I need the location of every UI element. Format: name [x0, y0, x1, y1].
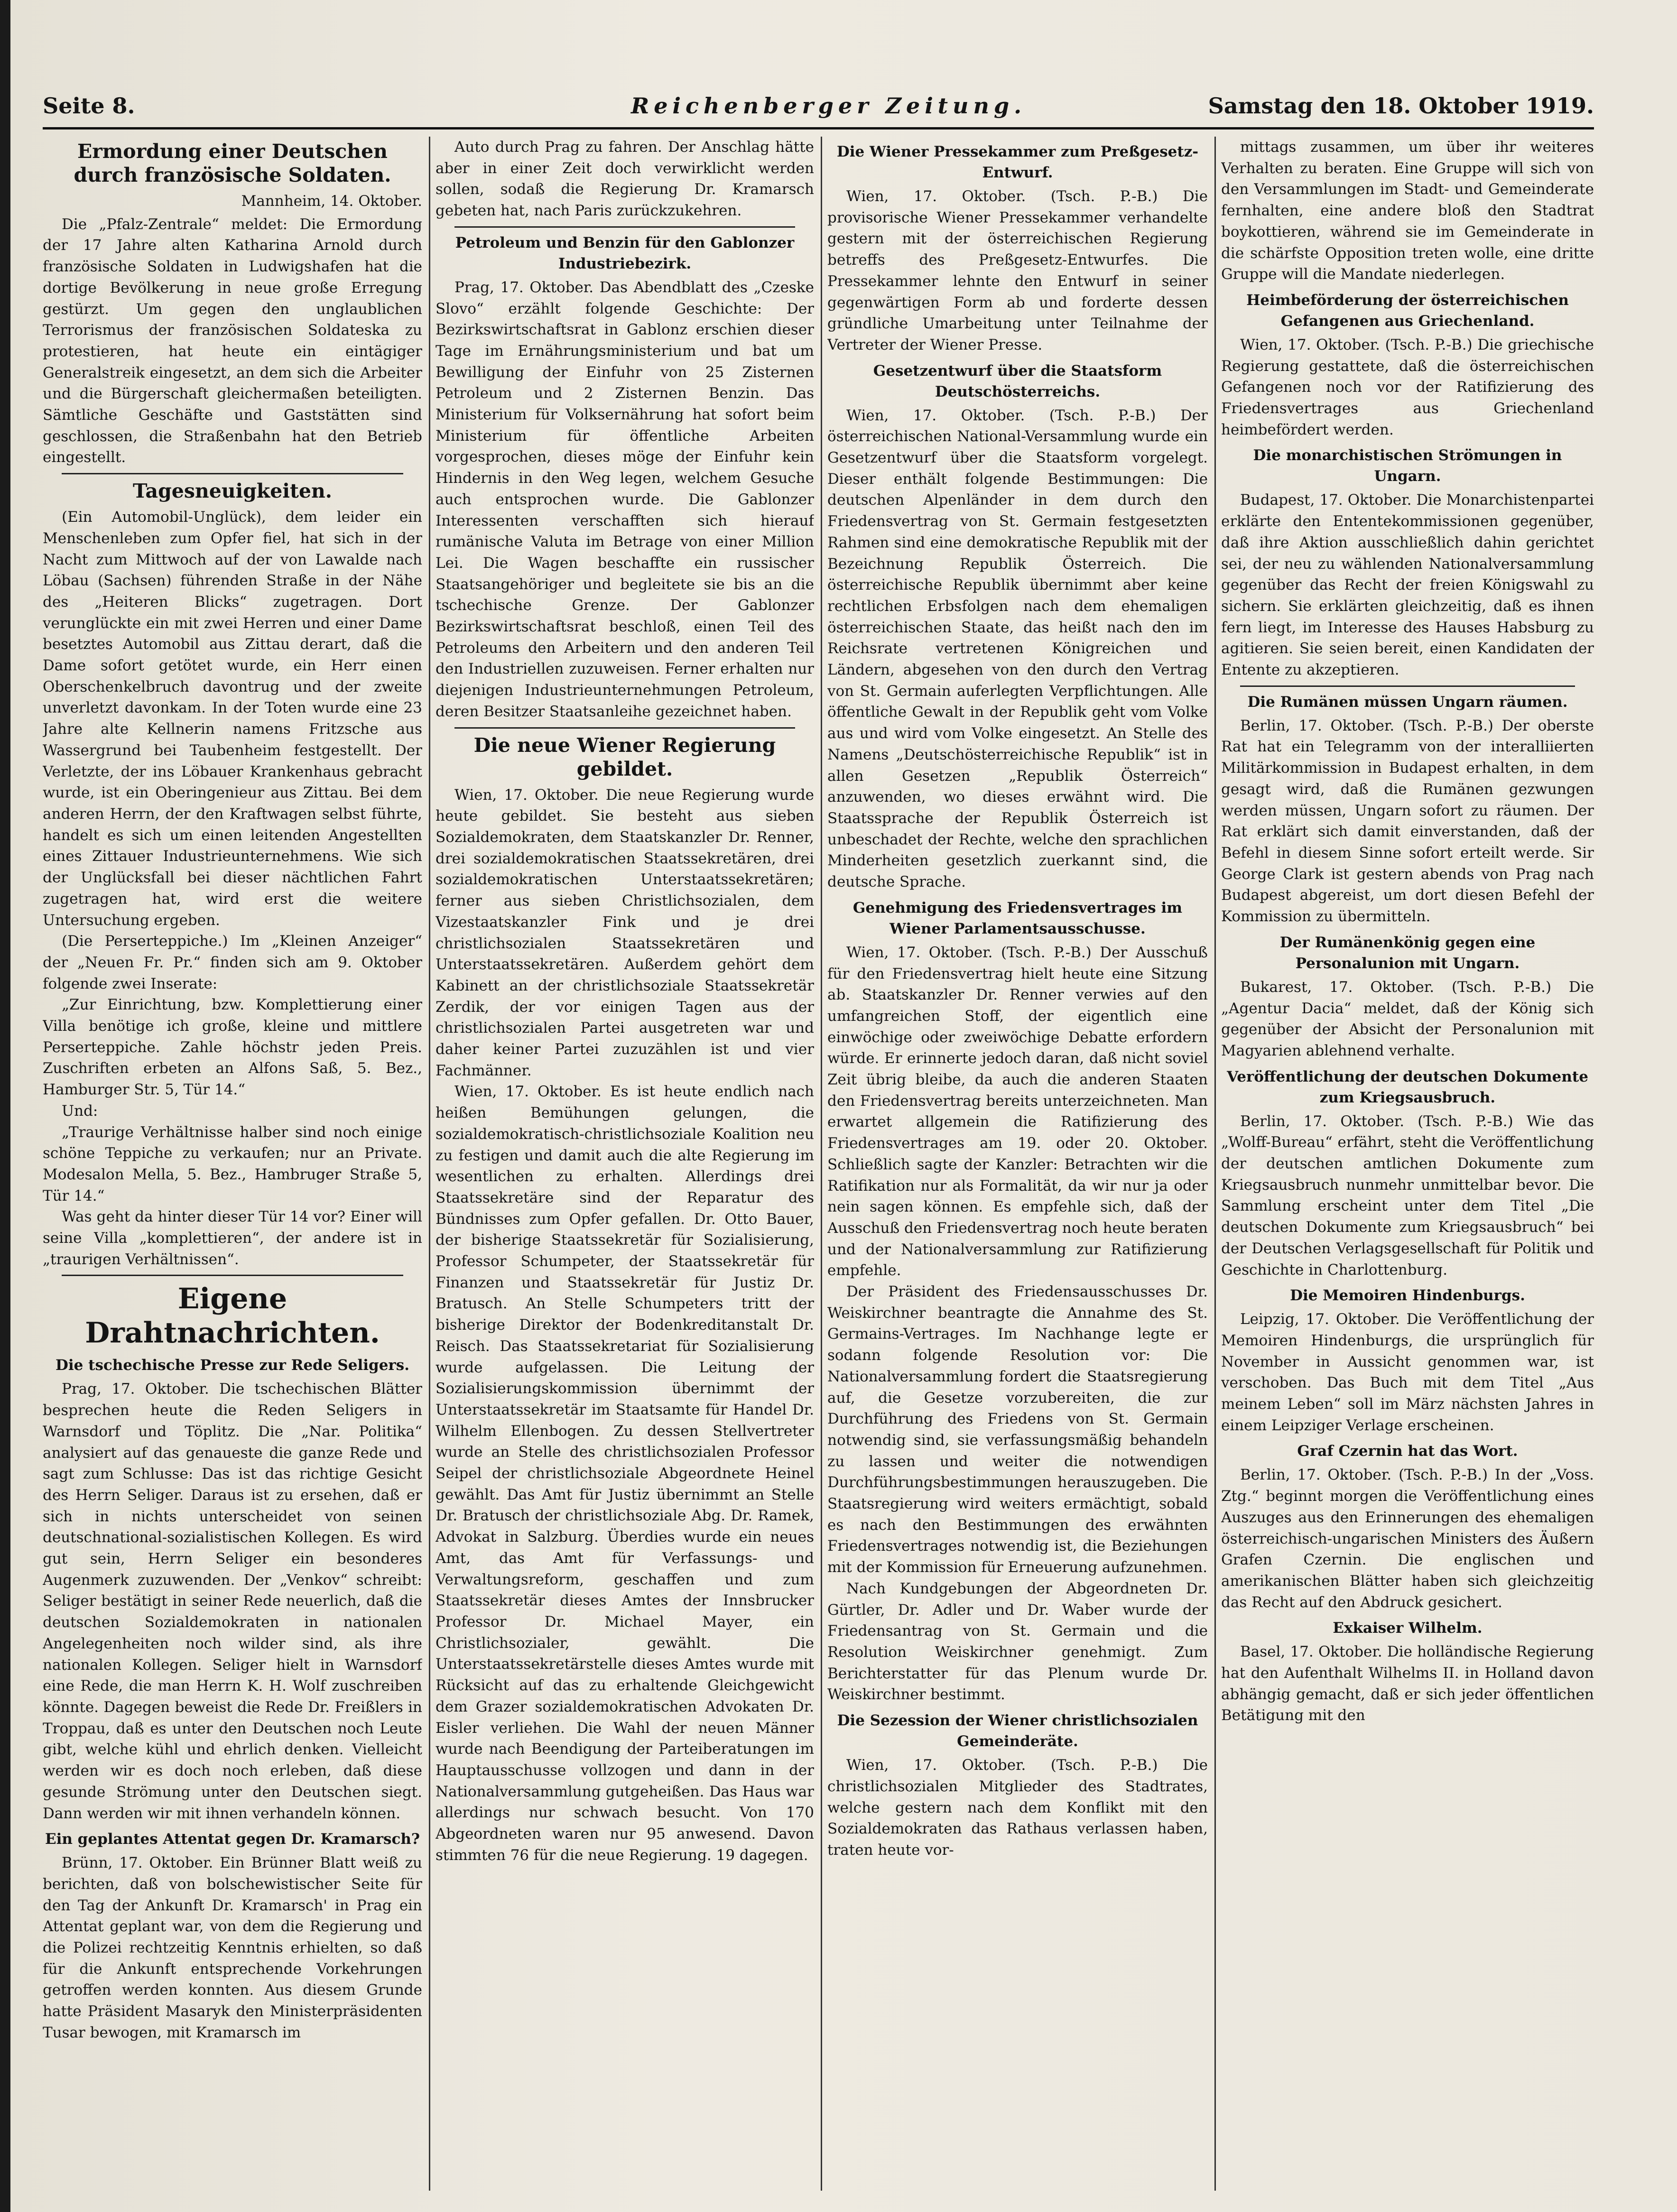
article-headline: Der Rumänenkönig gegen eine Personalunion mit Ungarn.: [1279, 934, 1536, 972]
article-paragraph: Was geht da hinter dieser Tür 14 vor? Einer will seine Villa „komplettieren“, der andere ist in „traurigen Verhältnissen“.: [43, 1208, 422, 1268]
article-headline: Die monarchistischen Strömungen in Ungarn.: [1253, 447, 1562, 485]
article-headline: Die neue Wiener Regierung gebildet.: [473, 733, 776, 780]
article-paragraph: Wien, 17. Oktober. (Tsch. P.-B.) Die provisorische Wiener Pressekammer verhandelte gestern mit der österreichischen Regierung betreffs des Preßgesetz-Entwurfes. Die Pressekammer lehnte den Entwurf in seiner gegenwärtigen Form ab und forderte dessen gründliche Umarbeitung unter Teilnahme der Vertreter der Wiener Presse.: [827, 188, 1208, 353]
column-divider: [821, 137, 822, 2191]
page-number: Seite 8.: [43, 93, 135, 119]
masthead: Reichenberger Zeitung.: [631, 93, 1027, 119]
article-paragraph: Brünn, 17. Oktober. Ein Brünner Blatt weiß zu berichten, daß von bolschewistischer Seite für den Tag der Ankunft Dr. Kramarsch' in Prag ein Attentat geplant war, von dem die Regierung und die Polizei rechtzeitig Kenntnis erhielten, so daß für die Ankunft entsprechende Vorkehrungen getroffen werden konnten. Aus diesem Grunde hatte Präsident Masaryk den Ministerpräsidenten Tusar bewogen, mit Kramarsch im: [43, 1854, 422, 2041]
article-paragraph: Wien, 17. Oktober. (Tsch. P.-B.) Die griechische Regierung gestattete, daß die österreichischen Gefangenen noch vor der Ratifizierung des Friedensvertrages aus Griechenland heimbefördert werden.: [1221, 336, 1594, 438]
section-separator: [62, 473, 403, 474]
article-paragraph: Wien, 17. Oktober. (Tsch. P.-B.) Der Ausschuß für den Friedensvertrag hielt heute eine Sitzung ab. Staatskanzler Dr. Renner verwies auf den umfangreichen Stoff, der eigentlich eine einwöchige oder zweiwöchige Debatte erfordern würde. Er erinnerte jedoch daran, daß nicht soviel Zeit übrig bleibe, da auch die anderen Staaten den Friedensvertrag bereits unterzeichneten. Man erwartet allgemein die Ratifizierung des Friedensvertrages am 19. oder 20. Oktober. Schließlich sagte der Kanzler: Betrachten wir die Ratifikation nur als Formalität, da wir nur ja oder nein sagen können. Es empfehle sich, daß der Ausschuß den Friedensvertrag noch heute beraten und der Nationalversammlung zur Ratifizierung empfehle.: [827, 944, 1208, 1279]
article-paragraph: Der Präsident des Friedensausschusses Dr. Weiskirchner beantragte die Annahme des St. Germains-Vertrages. Im Nachhange legte er sodann folgende Resolution vor: Die Nationalversammlung fordert die Staatsregierung auf, die Gesetze vorzubereiten, die zur Durchführung des Friedens von St. Germain notwendig sind, sie verfassungsmäßig behandeln zu lassen und weiter die notwendigen Durchführungsbestimmungen herauszugeben. Die Staatsregierung wird weiters ermächtigt, sobald es nach den Bestimmungen des erwähnten Friedensvertrages notwendig ist, die Beziehungen mit der Kommission für Erneuerung aufzunehmen.: [827, 1283, 1208, 1576]
column-3: [827, 137, 1208, 2205]
article-paragraph: Wien, 17. Oktober. (Tsch. P.-B.) Der österreichischen National-Versammlung wurde ein Gesetzentwurf über die Staatsform vorgelegt. Dieser enthält folgende Bestimmungen: Die deutschen Alpenländer in dem durch den Friedensvertrag von St. Germain festgesetzten Rahmen sind eine demokratische Republik mit der Bezeichnung Republik Österreich. Die österreichische Republik übernimmt aber keine rechtlichen Erbsfolgen nach dem ehemaligen österreichischen Staate, das heißt nach den im Reichsrate vertretenen Königreichen und Ländern, abgesehen von den durch den Vertrag von St. Germain auferlegten Verpflichtungen. Alle öffentliche Gewalt in der Republik geht vom Volke aus und wird vom Volke eingesetzt. An Stelle des Namens „Deutschösterreichische Republik“ ist in allen Gesetzen „Republik Österreich“ anzuwenden, wo dieses erwähnt wird. Die Staatssprache der Republik Österreich ist unbeschadet der Rechte, welche den sprachlichen Minderheiten gesetzlich zuerkannt sind, die deutsche Sprache.: [827, 407, 1208, 891]
article-paragraph: Budapest, 17. Oktober. Die Monarchistenpartei erklärte den Ententekommissionen gegenüber, daß ihre Aktion ausschließlich dahin gerichtet sei, der neu zu wählenden Nationalversammlung gegenüber das Recht der freien Königswahl zu sichern. Sie erklärten gleichzeitig, daß es ihnen fern liegt, im Interesse des Hauses Habsburg zu agitieren. Sie seien bereit, einen Kandidaten der Entente zu akzeptieren.: [1221, 491, 1594, 679]
column-2: [435, 137, 814, 2205]
article-headline: Veröffentlichung der deutschen Dokumente zum Kriegsausbruch.: [1227, 1068, 1588, 1106]
article-paragraph: Wien, 17. Oktober. (Tsch. P.-B.) Die christlichsozialen Mitglieder des Stadtrates, welche gestern nach dem Konflikt mit den Sozialdemokraten das Rathaus verlassen haben, traten heute vor-: [827, 1757, 1208, 1859]
article-paragraph: Auto durch Prag zu fahren. Der Anschlag hätte aber in einer Zeit doch verwirklicht werden sollen, sodaß die Regierung Dr. Kramarsch gebeten hat, nach Paris zurückzukehren.: [435, 139, 814, 220]
column-divider: [1214, 137, 1216, 2191]
article-paragraph: Berlin, 17. Oktober. (Tsch. P.-B.) Der oberste Rat hat ein Telegramm von der interalliierten Militärkommission in Budapest erhalten, in dem gesagt wird, daß die Rumänen gezwungen werden müssen, Ungarn sofort zu räumen. Der Rat erklärt sich damit einverstanden, daß der Befehl in diesem Sinne sofort erteilt werde. Sir George Clark ist gestern abends von Prag nach Budapest abgereist, um dort diesen Befehl der Kommission zu übermitteln.: [1221, 717, 1594, 926]
article-paragraph: (Die Perserteppiche.) Im „Kleinen Anzeiger“ der „Neuen Fr. Pr.“ finden sich am 9. Oktober folgende zwei Inserate:: [43, 933, 422, 992]
article-headline: Ermordung einer Deutschen durch französische Soldaten.: [74, 140, 391, 186]
article-headline: Die Wiener Pressekammer zum Preßgesetz-Entwurf.: [836, 143, 1199, 181]
article-headline: Ein geplantes Attentat gegen Dr. Kramarsch?: [45, 1831, 420, 1848]
article-paragraph: Nach Kundgebungen der Abgeordneten Dr. Gürtler, Dr. Adler und Dr. Waber wurde der Friedensantrag von St. Germain und die Resolution Weiskirchner genehmigt. Zum Berichterstatter für das Plenum wurde Dr. Weiskirchner bestimmt.: [827, 1580, 1208, 1703]
section-separator: [62, 1275, 403, 1276]
article-paragraph: Basel, 17. Oktober. Die holländische Regierung hat den Aufenthalt Wilhelms II. in Holland davon abhängig gemacht, daß er sich jeder öffentlichen Betätigung mit den: [1221, 1643, 1594, 1724]
article-headline: Die Memoiren Hindenburgs.: [1290, 1287, 1525, 1305]
article-headline: Genehmigung des Friedensvertrages im Wiener Parlamentsausschusse.: [852, 899, 1183, 937]
article-paragraph: mittags zusammen, um über ihr weiteres Verhalten zu beraten. Eine Gruppe will sich von den Versammlungen im Stadt- und Gemeinderate fernhalten, eine andere bloß den Stadtrat boykottieren, während sie im Gemeinderate in die schärfste Opposition treten wolle, eine dritte Gruppe will die Mandate niederlegen.: [1221, 139, 1594, 283]
article-headline: Heimbeförderung der österreichischen Gefangenen aus Griechenland.: [1246, 291, 1569, 330]
article-paragraph: Die „Pfalz-Zentrale“ meldet: Die Ermordung der 17 Jahre alten Katharina Arnold durch französische Soldaten in Ludwigshafen hat die dortige Bevölkerung in neue große Erregung gestürzt. Um gegen den unglaublichen Terrorismus der französischen Soldateska zu protestieren, hat heute ein eintägiger Generalstreik eingesetzt, an dem sich die Arbeiter und die Bürgerschaft gleichermaßen beteiligten. Sämtliche Geschäfte und Gaststätten sind geschlossen, die Straßenbahn hat den Betrieb eingestellt.: [43, 215, 422, 466]
page-header: [43, 93, 1594, 128]
article-paragraph: (Ein Automobil-Unglück), dem leider ein Menschenleben zum Opfer fiel, hat sich in der Nacht zum Mittwoch auf der von Lawalde nach Löbau (Sachsen) führenden Straße in der Nähe des „Heiteren Blicks“ zugetragen. Dort verunglückte ein mit zwei Herren und einer Dame besetztes Automobil aus Zittau derart, daß die Dame sofort getötet wurde, ein Herr einen Oberschenkelbruch davontrug und der zweite unverletzt davonkam. In der Toten wurde eine 23 Jahre alte Kellnerin namens Fritzsche aus Wassergrund bei Taubenheim festgestellt. Der Verletzte, der ins Löbauer Krankenhaus gebracht wurde, ist ein Oberingenieur aus Zittau. Bei dem anderen Herrn, der den Kraftwagen selbst führte, handelt es sich um einen leitenden Angestellten eines Zittauer Industrieunternehmens. Wie sich der Unglücksfall bei dieser nächtlichen Fahrt zugetragen hat, wird erst die weitere Untersuchung ergeben.: [43, 509, 422, 929]
column-4: [1221, 137, 1594, 2205]
article-paragraph: Leipzig, 17. Oktober. Die Veröffentlichung der Memoiren Hindenburgs, die ursprünglich für November in Aussicht genommen war, ist verschoben. Das Buch mit dem Titel „Aus meinem Leben“ soll im März nächsten Jahres in einem Leipziger Verlage erscheinen.: [1221, 1311, 1594, 1434]
section-separator: [454, 727, 795, 729]
article-headline: Die tschechische Presse zur Rede Seligers.: [55, 1357, 410, 1374]
article-headline: Die Sezession der Wiener christlichsozialen Gemeinderäte.: [837, 1712, 1198, 1750]
issue-date: Samstag den 18. Oktober 1919.: [1208, 93, 1594, 119]
article-paragraph: Prag, 17. Oktober. Die tschechischen Blätter besprechen heute die Reden Seligers in Warnsdorf und Töplitz. Die „Nar. Politika“ analysiert auf das genaueste die ganze Rede und sagt zum Schlusse: Das ist das richtige Gesicht des Herrn Seliger. Daraus ist zu ersehen, daß er sich in nichts unterscheidet von seinen deutschnational-sozialistischen Kollegen. Es wird gut sein, Herrn Seliger ein besonderes Augenmerk zuzuwenden. Der „Venkov“ schreibt: Seliger bestätigt in seiner Rede neuerlich, daß die deutschen Sozialdemokraten in nationalen Angelegenheiten noch wilder sind, als ihre nationalen Kollegen. Seliger hielt in Warnsdorf eine Rede, die man Herrn K. H. Wolf zuschreiben könnte. Dagegen beweist die Rede Dr. Freißlers in Troppau, daß es unter den Deutschen noch Leute gibt, welche kühl und ehrlich denken. Vielleicht werden wir es doch noch erleben, daß diese gesunde Strömung unter den Deutschen siegt. Dann werden wir mit ihnen verhandeln können.: [43, 1380, 422, 1822]
article-headline: Graf Czernin hat das Wort.: [1297, 1443, 1518, 1460]
article-paragraph: Bukarest, 17. Oktober. (Tsch. P.-B.) Die „Agentur Dacia“ meldet, daß der König sich gegenüber der Absicht der Personalunion mit Magyarien ablehnend verhalte.: [1221, 978, 1594, 1059]
section-heading: Eigene Drahtnachrichten.: [85, 1282, 380, 1350]
column-divider: [429, 137, 430, 2191]
section-separator: [454, 226, 795, 228]
column-1: [43, 137, 422, 2205]
article-paragraph: Berlin, 17. Oktober. (Tsch. P.-B.) Wie das „Wolff-Bureau“ erfährt, steht die Veröffentlichung der deutschen amtlichen Dokumente zum Kriegsausbruch nunmehr unmittelbar bevor. Die Sammlung erscheint unter dem Titel „Die deutschen Dokumente zum Kriegsausbruch“ bei der Deutschen Verlagsgesellschaft für Politik und Geschichte in Charlottenburg.: [1221, 1112, 1594, 1278]
article-headline: Petroleum und Benzin für den Gablonzer Industriebezirk.: [455, 234, 795, 272]
header-rule: [43, 127, 1594, 130]
article-paragraph: Wien, 17. Oktober. Es ist heute endlich nach heißen Bemühungen gelungen, die sozialdemokratisch-christlichsoziale Koalition neu zu festigen und damit auch die alte Regierung im wesentlichen zu erhalten. Allerdings drei Staatssekretäre sind der Reparatur des Bündnisses zum Opfer gefallen. Dr. Otto Bauer, der bisherige Staatssekretär für Sozialisierung, Professor Schumpeter, der Staatssekretär für Finanzen und Staatssekretär für Justiz Dr. Bratusch. An Stelle Schumpeters tritt der bisherige Direktor der Bodenkreditanstalt Dr. Reisch. Das Staatssekretariat für Sozialisierung wurde aufgelassen. Die Leitung der Sozialisierungskommission übernimmt der Unterstaatssekretär im Staatsamte für Handel Dr. Wilhelm Ellenbogen. Zu dessen Stellvertreter wurde an Stelle des christlichsozialen Professor Seipel der christlichsoziale Abgeordnete Heinel gewählt. Das Amt für Justiz übernimmt an Stelle Dr. Bratusch der christlichsoziale Abg. Dr. Ramek, Advokat in Salzburg. Überdies wurde ein neues Amt, das Amt für Verfassungs- und Verwaltungsreform, geschaffen und zum Staatssekretär dieses Amtes der Innsbrucker Professor Dr. Michael Mayer, ein Christlichsozialer, gewählt. Die Unterstaatssekretärstelle dieses Amtes wurde mit Rücksicht auf das zu erhaltende Gleichgewicht dem Grazer sozialdemokratischen Advokaten Dr. Eisler verliehen. Die Wahl der neuen Männer wurde nach Beendigung der Parteiberatungen im Hauptausschusse vollzogen und dann in der Nationalversammlung gutgeheißen. Das Haus war allerdings nur schwach besucht. Von 170 Abgeordneten waren nur 95 anwesend. Davon stimmten 76 für die neue Regierung. 19 dagegen.: [435, 1083, 814, 1864]
article-paragraph: Und:: [62, 1102, 98, 1120]
article-headline: Exkaiser Wilhelm.: [1333, 1620, 1482, 1637]
article-paragraph: Berlin, 17. Oktober. (Tsch. P.-B.) In der „Voss. Ztg.“ beginnt morgen die Veröffentlichung eines Auszuges aus den Erinnerungen des ehemaligen österreichisch-ungarischen Ministers des Äußern Grafen Czernin. Die englischen und amerikanischen Blätter haben sich gleichzeitig das Recht auf den Abdruck gesichert.: [1221, 1466, 1594, 1611]
article-headline: Gesetzentwurf über die Staatsform Deutschösterreichs.: [873, 362, 1162, 400]
article-paragraph: Prag, 17. Oktober. Das Abendblatt des „Czeske Slovo“ erzählt folgende Geschichte: Der Bezirkswirtschaftsrat in Gablonz erschien dieser Tage im Ernährungsministerium und bat um Bewilligung der Einfuhr von 25 Zisternen Petroleum und 2 Zisternen Benzin. Das Ministerium für Volksernährung hat sofort beim Ministerium für öffentliche Arbeiten vorgesprochen, dieses möge der Einfuhr kein Hindernis in den Weg legen, welchem Gesuche auch entsprochen wurde. Die Gablonzer Interessenten verschafften sich hierauf rumänische Valuta im Betrage von einer Million Lei. Die Wagen beschaffte ein russischer Staatsangehöriger und begleitete sie bis an die tschechische Grenze. Der Gablonzer Bezirkswirtschaftsrat beschloß, einen Teil des Petroleums den Arbeitern und den anderen Teil den Industriellen zuzuweisen. Ferner erhalten nur diejenigen Industrieunternehmungen Petroleum, deren Besitzer Staatsanleihe gezeichnet haben.: [435, 278, 814, 720]
dateline: Mannheim, 14. Oktober.: [241, 193, 422, 210]
section-separator: [1240, 685, 1575, 687]
article-paragraph: Wien, 17. Oktober. Die neue Regierung wurde heute gebildet. Sie besteht aus sieben Sozialdemokraten, dem Staatskanzler Dr. Renner, drei sozialdemokratischen Staatssekretären, drei sozialdemokratischen Unterstaatssekretären; ferner aus sieben Christlichsozialen, dem Vizestaatskanzler Fink und je drei christlichsozialen Staatssekretären und Unterstaatssekretären. Außerdem gehört dem Kabinett an der christlichsoziale Staatssekretär Zerdik, der vor einigen Tagen aus der christlichsozialen Partei ausgetreten war und daher keiner Partei zuzuzählen ist und vier Fachmänner.: [435, 786, 814, 1079]
article-paragraph: „Traurige Verhältnisse halber sind noch einige schöne Teppiche zu verkaufen; nur an Private. Modesalon Mella, 5. Bez., Hambruger Straße 5, Tür 14.“: [43, 1123, 422, 1204]
section-heading: Tagesneuigkeiten.: [132, 480, 333, 503]
article-headline: Die Rumänen müssen Ungarn räumen.: [1247, 693, 1568, 711]
article-paragraph: „Zur Einrichtung, bzw. Komplettierung einer Villa benötige ich große, kleine und mittlere Perserteppiche. Zahle höchstr jeden Preis. Zuschriften erbeten an Alfons Saß, 5. Bez., Hamburger Str. 5, Tür 14.“: [43, 996, 422, 1099]
